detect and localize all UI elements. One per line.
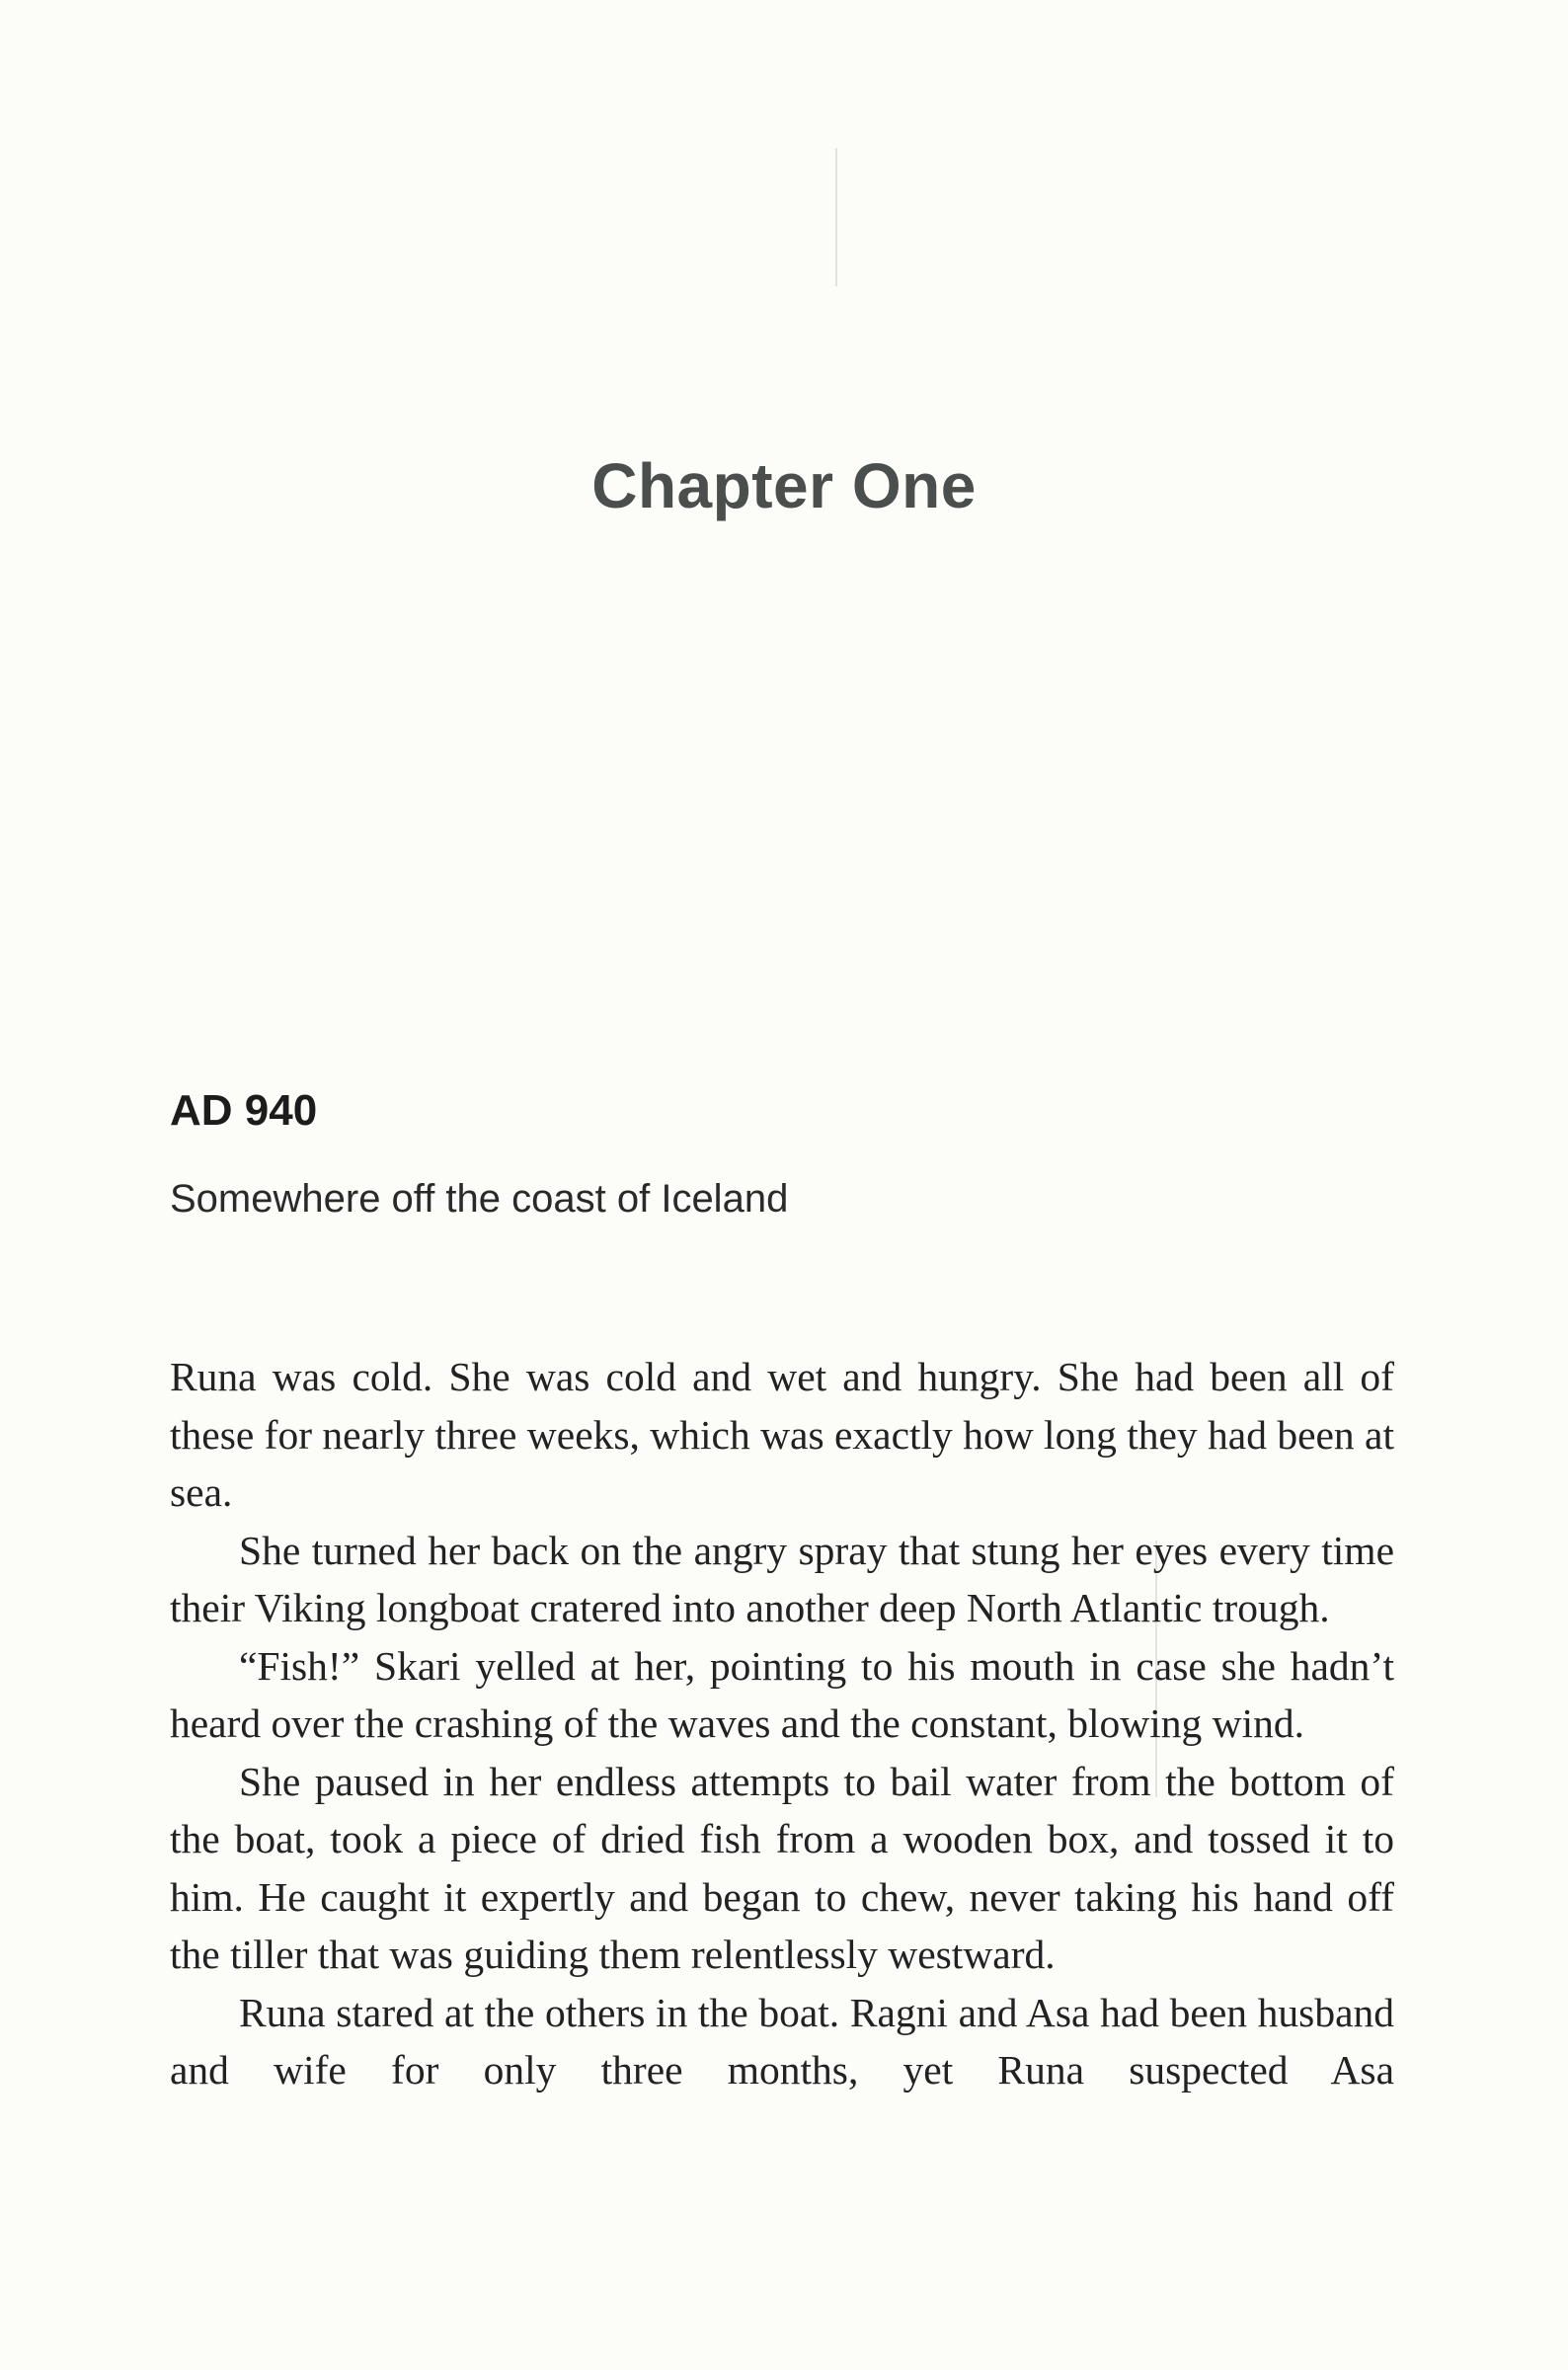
section-location: Somewhere off the coast of Iceland bbox=[170, 1177, 789, 1221]
section-dateline: AD 940 bbox=[170, 1086, 318, 1135]
paragraph: She paused in her endless attempts to bail water from the bottom of the boat, took a piece of dried fish from a wooden box, and tossed it to him. He caught it expertly and began to chew, never taking his hand off the tiller that was guiding them relentlessly westward. bbox=[170, 1758, 1394, 1977]
scan-artifact-line bbox=[835, 148, 837, 286]
paragraph: Runa stared at the others in the boat. Ragni and Asa had been husband and wife for only three months, yet Runa suspected Asa bbox=[170, 1989, 1394, 2093]
paragraph: Runa was cold. She was cold and wet and hungry. She had been all of these for nearly three weeks, which was exactly how long they had been at sea. bbox=[170, 1354, 1394, 1515]
paragraph: She turned her back on the angry spray that stung her eyes every time their Viking longboat cratered into another deep North Atlantic trough. bbox=[170, 1527, 1394, 1630]
chapter-title: Chapter One bbox=[591, 450, 977, 521]
paragraph: “Fish!” Skari yelled at her, pointing to his mouth in case she hadn’t heard over the crashing of the waves and the constant, blowing wind. bbox=[170, 1642, 1394, 1746]
chapter-body bbox=[170, 1348, 1394, 2099]
